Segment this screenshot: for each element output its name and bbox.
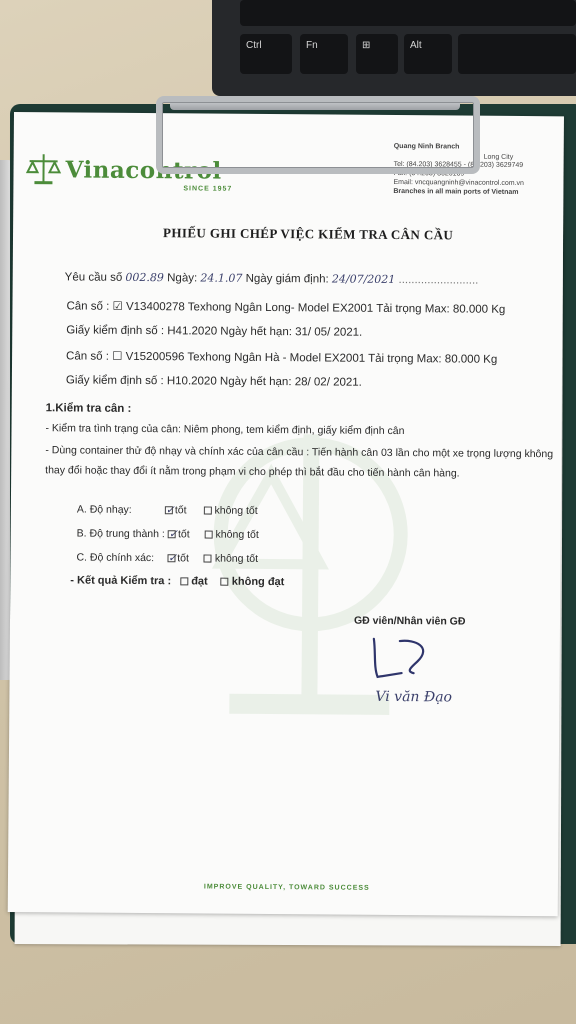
section-1-heading: 1.Kiểm tra cân : — [45, 402, 132, 415]
check-line-1: - Kiểm tra tình trạng của cân: Niêm phong, tem kiểm định, giấy kiểm định cân — [45, 422, 405, 438]
check-line-2a: - Dùng container thử độ nhạy và chính xác của cân cầu : Tiến hành cân 03 lần cho một xe trọng lượng không — [45, 444, 554, 461]
document-sheet — [8, 112, 564, 916]
certificate-1-line: Giấy kiểm định số : H41.2020 Ngày hết hạn: 31/ 05/ 2021. — [66, 324, 363, 339]
footer-slogan: IMPROVE QUALITY, TOWARD SUCCESS — [203, 883, 370, 892]
scale-logo-icon — [25, 152, 61, 186]
check-line-2b: thay đổi hoặc thay đổi ít nằm trong phạm vi cho phép thì bắt đầu cho tiến hành cân hàng. — [45, 464, 460, 480]
key-space[interactable] — [458, 34, 576, 74]
checkbox-bad[interactable] — [204, 555, 212, 563]
key-row-top[interactable] — [240, 0, 576, 26]
key-alt[interactable]: Alt — [404, 34, 452, 74]
result-row: - Kết quả Kiểm tra : đạt không đạt — [70, 574, 285, 589]
checkbox-good[interactable] — [165, 506, 173, 514]
branch-ports: Branches in all main ports of Vietnam — [393, 187, 519, 196]
inspection-date: 24/07/2021 — [331, 272, 396, 286]
branch-email: Email: vncquangninh@vinacontrol.com.vn — [393, 178, 524, 188]
checkbox-good[interactable] — [168, 530, 176, 538]
certificate-2-line: Giấy kiểm định số : H10.2020 Ngày hết hạn: 28/ 02/ 2021. — [65, 374, 362, 389]
key-ctrl[interactable]: Ctrl — [240, 34, 292, 74]
check-row-accuracy: C. Độ chính xác: ✓tốt không tốt — [76, 551, 259, 565]
keyboard — [212, 0, 576, 96]
scale-watermark-icon — [209, 414, 412, 736]
checkbox-bad[interactable] — [203, 507, 211, 515]
request-number: 002.89 — [125, 270, 165, 285]
branch-tel: Tel: (84.203) 3628455 - (84.203) 3629749 — [393, 160, 524, 170]
scale-1-line: Cân số : ☑ V13400278 Texhong Ngân Long- Model EX2001 Tải trọng Max: 80.000 Kg — [66, 300, 506, 316]
branch-fax: Fax: (84.203) 3626169 — [393, 169, 465, 178]
check-row-sensitivity: A. Độ nhạy: ✓tốt không tốt — [76, 503, 258, 517]
checkbox-bad[interactable] — [205, 531, 213, 539]
key-fn[interactable]: Fn — [300, 34, 348, 74]
signature-mark — [366, 633, 446, 684]
request-row: Yêu cầu số 002.89 Ngày: 24.1.07 Ngày giám định: 24/07/2021 ......................... — [64, 270, 479, 287]
checkbox-good[interactable] — [167, 554, 175, 562]
checkbox-pass[interactable] — [180, 577, 188, 585]
company-logo: Vinacontrol — [65, 156, 222, 185]
request-date: 24.1.07 — [200, 271, 243, 285]
scale-2-line: Cân số : ☐ V15200596 Texhong Ngân Hà - Model EX2001 Tải trọng Max: 80.000 Kg — [66, 350, 498, 366]
branch-name: Quang Ninh Branch — [393, 142, 460, 151]
key-windows[interactable]: ⊞ — [356, 34, 398, 74]
logo-since: SINCE 1957 — [183, 185, 233, 193]
signer-title: GĐ viên/Nhân viên GĐ — [353, 614, 466, 628]
check-row-fidelity: B. Độ trung thành : ✓tốt không tốt — [76, 527, 259, 541]
document-title: PHIẾU GHI CHÉP VIỆC KIỂM TRA CÂN CẦU — [162, 225, 454, 243]
signer-name: Vi văn Đạo — [375, 688, 453, 706]
checkbox-fail[interactable] — [221, 578, 229, 586]
clip-wire[interactable] — [156, 96, 480, 174]
branch-city: Long City — [483, 153, 514, 161]
